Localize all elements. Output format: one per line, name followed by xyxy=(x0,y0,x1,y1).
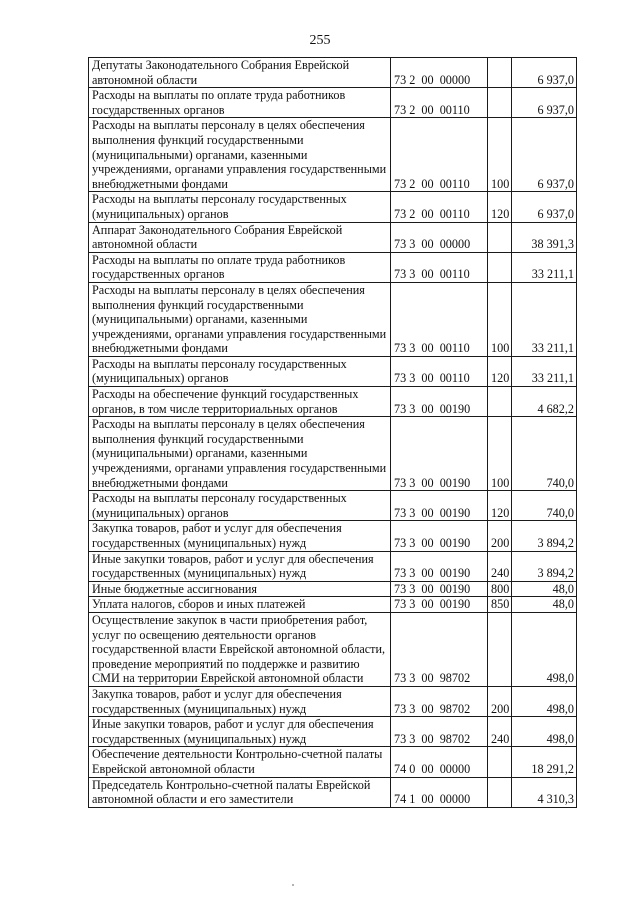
row-amount: 4 310,3 xyxy=(512,777,577,807)
row-expense-type: 100 xyxy=(488,417,512,491)
row-description: Уплата налогов, сборов и иных платежей xyxy=(89,597,391,613)
row-target-code: 73 3 00 00110 xyxy=(391,282,488,356)
row-target-code: 73 3 00 98702 xyxy=(391,717,488,747)
row-expense-type: 240 xyxy=(488,551,512,581)
row-amount: 4 682,2 xyxy=(512,387,577,417)
table-row xyxy=(89,597,577,613)
table-row xyxy=(89,356,577,386)
row-description: Расходы на выплаты по оплате труда работников государственных органов xyxy=(89,252,391,282)
row-target-code: 73 3 00 00190 xyxy=(391,597,488,613)
row-amount: 6 937,0 xyxy=(512,192,577,222)
row-amount: 498,0 xyxy=(512,717,577,747)
row-expense-type: 850 xyxy=(488,597,512,613)
row-description: Обеспечение деятельности Контрольно-счетной палаты Еврейской автономной области xyxy=(89,747,391,777)
row-description: Иные закупки товаров, работ и услуг для обеспечения государственных (муниципальных) нужд xyxy=(89,717,391,747)
row-description: Аппарат Законодательного Собрания Еврейской автономной области xyxy=(89,222,391,252)
row-target-code: 73 3 00 98702 xyxy=(391,686,488,716)
row-expense-type: 200 xyxy=(488,521,512,551)
row-target-code: 74 1 00 00000 xyxy=(391,777,488,807)
row-expense-type: 120 xyxy=(488,356,512,386)
row-amount: 33 211,1 xyxy=(512,282,577,356)
row-expense-type xyxy=(488,387,512,417)
row-description: Депутаты Законодательного Собрания Еврейской автономной области xyxy=(89,58,391,88)
row-target-code: 73 2 00 00000 xyxy=(391,58,488,88)
row-expense-type xyxy=(488,222,512,252)
row-expense-type: 800 xyxy=(488,581,512,597)
row-description: Расходы на выплаты персоналу в целях обеспечения выполнения функций государственными (муниципальными) органами, казенными учреждениями, органами управления государственными внебюджетными фондами xyxy=(89,282,391,356)
row-amount: 33 211,1 xyxy=(512,356,577,386)
row-expense-type: 120 xyxy=(488,491,512,521)
row-expense-type: 200 xyxy=(488,686,512,716)
row-target-code: 73 3 00 00190 xyxy=(391,581,488,597)
row-target-code: 73 3 00 00190 xyxy=(391,491,488,521)
row-expense-type: 120 xyxy=(488,192,512,222)
table-row xyxy=(89,521,577,551)
row-amount: 38 391,3 xyxy=(512,222,577,252)
row-amount: 740,0 xyxy=(512,417,577,491)
row-description: Расходы на выплаты персоналу в целях обеспечения выполнения функций государственными (муниципальными) органами, казенными учреждениями, органами управления государственными внебюджетными фондами xyxy=(89,417,391,491)
row-amount: 33 211,1 xyxy=(512,252,577,282)
row-description: Председатель Контрольно-счетной палаты Еврейской автономной области и его заместители xyxy=(89,777,391,807)
scan-dot xyxy=(292,884,294,886)
row-expense-type xyxy=(488,777,512,807)
row-target-code: 73 2 00 00110 xyxy=(391,192,488,222)
table-row xyxy=(89,222,577,252)
table-row xyxy=(89,581,577,597)
table-row xyxy=(89,551,577,581)
row-expense-type xyxy=(488,612,512,686)
row-description: Закупка товаров, работ и услуг для обеспечения государственных (муниципальных) нужд xyxy=(89,686,391,716)
row-amount: 3 894,2 xyxy=(512,551,577,581)
row-target-code: 73 3 00 00110 xyxy=(391,356,488,386)
table-row xyxy=(89,777,577,807)
table-row xyxy=(89,192,577,222)
budget-table xyxy=(88,57,577,808)
row-description: Иные бюджетные ассигнования xyxy=(89,581,391,597)
row-description: Закупка товаров, работ и услуг для обеспечения государственных (муниципальных) нужд xyxy=(89,521,391,551)
row-description: Расходы на выплаты персоналу государственных (муниципальных) органов xyxy=(89,356,391,386)
row-amount: 6 937,0 xyxy=(512,58,577,88)
row-description: Осуществление закупок в части приобретения работ, услуг по освещению деятельности органов государственной власти Еврейской автономной области, проведение мероприятий по поддержке и развитию СМИ на территории Еврейской автономной области xyxy=(89,612,391,686)
row-amount: 6 937,0 xyxy=(512,88,577,118)
row-expense-type xyxy=(488,58,512,88)
table-row xyxy=(89,88,577,118)
table-row xyxy=(89,417,577,491)
row-amount: 6 937,0 xyxy=(512,118,577,192)
row-description: Расходы на выплаты персоналу государственных (муниципальных) органов xyxy=(89,192,391,222)
row-amount: 48,0 xyxy=(512,597,577,613)
row-target-code: 74 0 00 00000 xyxy=(391,747,488,777)
table-row xyxy=(89,118,577,192)
table-row xyxy=(89,252,577,282)
row-target-code: 73 3 00 00110 xyxy=(391,252,488,282)
page-number: 255 xyxy=(309,33,331,48)
row-expense-type: 240 xyxy=(488,717,512,747)
row-target-code: 73 3 00 00190 xyxy=(391,387,488,417)
table-row xyxy=(89,58,577,88)
row-description: Расходы на выплаты по оплате труда работников государственных органов xyxy=(89,88,391,118)
row-target-code: 73 2 00 00110 xyxy=(391,88,488,118)
row-description: Расходы на обеспечение функций государственных органов, в том числе территориальных органов xyxy=(89,387,391,417)
row-amount: 48,0 xyxy=(512,581,577,597)
row-expense-type xyxy=(488,252,512,282)
row-expense-type: 100 xyxy=(488,118,512,192)
row-target-code: 73 3 00 00190 xyxy=(391,551,488,581)
row-target-code: 73 3 00 00190 xyxy=(391,521,488,551)
row-target-code: 73 2 00 00110 xyxy=(391,118,488,192)
table-row xyxy=(89,491,577,521)
row-expense-type: 100 xyxy=(488,282,512,356)
row-target-code: 73 3 00 00190 xyxy=(391,417,488,491)
row-description: Иные закупки товаров, работ и услуг для обеспечения государственных (муниципальных) нужд xyxy=(89,551,391,581)
row-amount: 18 291,2 xyxy=(512,747,577,777)
table-row xyxy=(89,387,577,417)
row-amount: 740,0 xyxy=(512,491,577,521)
table-row xyxy=(89,717,577,747)
row-expense-type xyxy=(488,747,512,777)
row-description: Расходы на выплаты персоналу в целях обеспечения выполнения функций государственными (муниципальными) органами, казенными учреждениями, органами управления государственными внебюджетными фондами xyxy=(89,118,391,192)
row-amount: 498,0 xyxy=(512,686,577,716)
row-target-code: 73 3 00 00000 xyxy=(391,222,488,252)
table-row xyxy=(89,282,577,356)
table-row xyxy=(89,686,577,716)
row-target-code: 73 3 00 98702 xyxy=(391,612,488,686)
row-amount: 498,0 xyxy=(512,612,577,686)
row-amount: 3 894,2 xyxy=(512,521,577,551)
row-description: Расходы на выплаты персоналу государственных (муниципальных) органов xyxy=(89,491,391,521)
row-expense-type xyxy=(488,88,512,118)
table-row xyxy=(89,747,577,777)
table-row xyxy=(89,612,577,686)
